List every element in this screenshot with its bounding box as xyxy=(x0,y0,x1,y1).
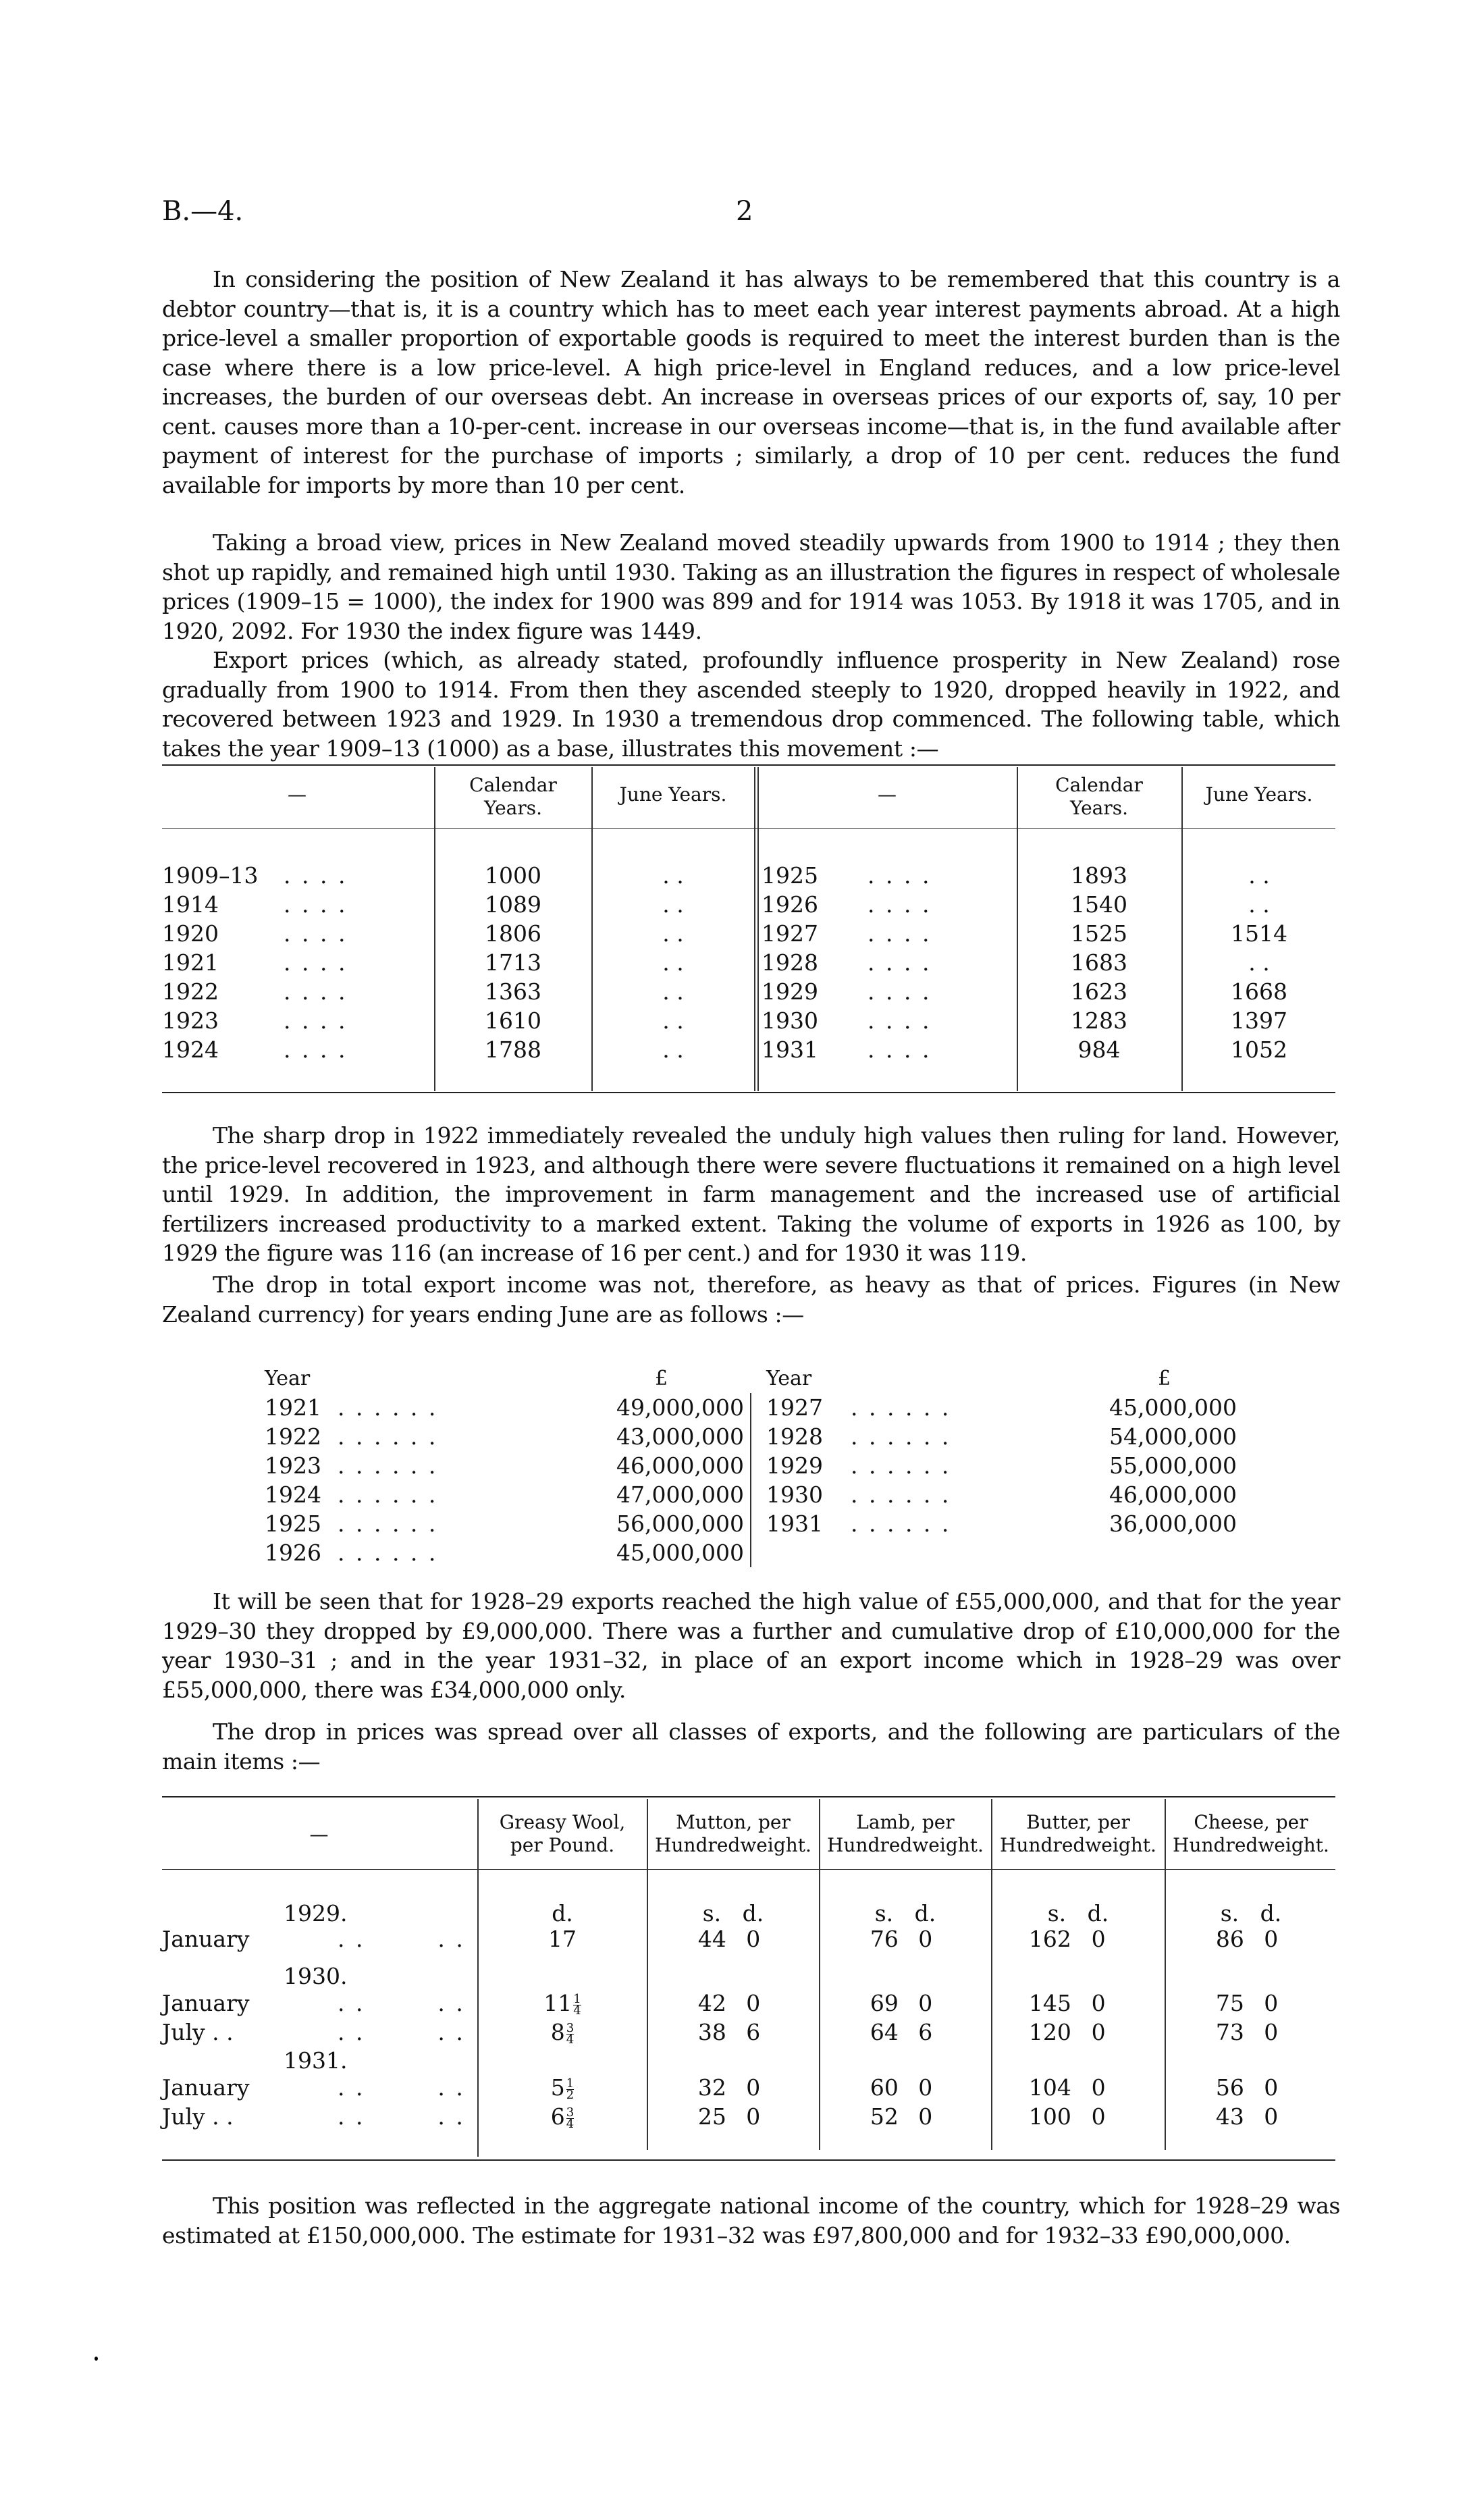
lamb-price xyxy=(820,2102,990,2131)
header-line: Butter, per xyxy=(1026,1811,1130,1833)
income-year: 1925 xyxy=(265,1511,321,1537)
page-number: 2 xyxy=(736,196,753,227)
row-june-value: . . xyxy=(662,891,684,918)
pence: 6 xyxy=(746,2019,761,2045)
mutton-price xyxy=(648,2073,818,2102)
cheese-price xyxy=(1166,2018,1336,2047)
wool-fraction xyxy=(566,2078,574,2101)
paragraph-text: Taking a broad view, prices in New Zealand moved steadily upwards from 1900 to 1914 ; they then shot up rapidly, and remained high until 1930. Taking as an illustration the figures in respect of wholesale prices (1909–15 = 1000), the index for 1900 was 899 and for 1914 was 1053. By 1918 it was 1705, and in 1920, 2092. For 1930 the index figure was 1449. xyxy=(162,529,1340,644)
header-line: Mutton, per xyxy=(676,1811,791,1833)
document-reference: B.—4. xyxy=(162,196,244,227)
row-leader-dots: . . . . . . xyxy=(338,1481,438,1508)
unit-shillings-pence: s. d. xyxy=(1047,1900,1109,1926)
pence: 0 xyxy=(1091,2019,1106,2045)
row-leader-dots: . . . . . . xyxy=(338,1423,438,1450)
header-blank: — xyxy=(878,783,897,806)
row-year: 1924 xyxy=(162,1036,219,1063)
row-year: 1931 xyxy=(762,1036,818,1063)
row-calendar-value: 1540 xyxy=(1071,891,1127,918)
paragraph-text: The sharp drop in 1922 immediately revealed the unduly high values then ruling for land. However, the price-level recovered in 1923, and although there were severe fluctuations it remained on a high level until 1929. In addition, the improvement in farm management and the increased use of artificial fertilizers increased productivity to a marked extent. Taking the volume of exports in 1926 as 100, by 1929 the figure was 116 (an increase of 16 per cent.) and for 1930 it was 119. xyxy=(162,1122,1340,1266)
row-leader-dots: . . . . . . xyxy=(338,1394,438,1421)
row-year: 1921 xyxy=(162,949,219,976)
table-bottom-rule xyxy=(162,1092,1335,1093)
row-calendar-value: 1623 xyxy=(1071,978,1127,1005)
row-year: 1929 xyxy=(762,978,818,1005)
row-june-value: 1514 xyxy=(1231,920,1287,947)
currency-header: £ xyxy=(655,1367,668,1390)
row-month: July . . xyxy=(162,2103,234,2130)
income-year: 1928 xyxy=(766,1423,823,1450)
row-leader-dots: . . . . . . xyxy=(851,1511,951,1537)
income-value: 45,000,000 xyxy=(1109,1394,1237,1421)
row-leader-dots: . . . . xyxy=(284,1007,348,1034)
pence: 0 xyxy=(1264,1990,1279,2016)
header-line: per Pound. xyxy=(510,1834,615,1856)
row-leader-dots: . . . . xyxy=(284,891,348,918)
table-top-rule xyxy=(162,764,1335,766)
row-leader-dots: . . . . xyxy=(868,1036,932,1063)
pence: 6 xyxy=(918,2019,933,2045)
pence: 0 xyxy=(1091,1990,1106,2016)
column-divider xyxy=(757,767,759,1091)
header-line: Greasy Wool, xyxy=(499,1811,626,1833)
row-leader-dots: . . . . xyxy=(338,2103,465,2130)
row-leader-dots: . . . . xyxy=(284,1036,348,1063)
shillings: 60 xyxy=(870,2074,899,2101)
row-leader-dots: . . . . . . xyxy=(851,1394,951,1421)
wool-price xyxy=(479,1989,646,2018)
pence: 0 xyxy=(1264,2103,1279,2130)
shillings: 43 xyxy=(1215,2103,1244,2130)
shillings: 100 xyxy=(1028,2103,1071,2130)
row-calendar-value: 1806 xyxy=(485,920,541,947)
table-top-rule xyxy=(162,1796,1335,1797)
shillings: 145 xyxy=(1028,1990,1071,2016)
header-line: Cheese, per xyxy=(1194,1811,1308,1833)
wool-whole: 6 xyxy=(550,2103,565,2130)
unit-shillings-pence: s. d. xyxy=(702,1900,764,1926)
fraction-numerator: 1 xyxy=(566,2076,575,2091)
income-value: 46,000,000 xyxy=(1109,1481,1237,1508)
income-year: 1927 xyxy=(766,1394,823,1421)
header-line: Years. xyxy=(1070,797,1128,819)
row-year: 1920 xyxy=(162,920,219,947)
income-value: 56,000,000 xyxy=(616,1511,744,1537)
header-line: Hundredweight. xyxy=(655,1834,811,1856)
wool-whole: 5 xyxy=(550,2074,565,2101)
income-value: 43,000,000 xyxy=(616,1423,744,1450)
shillings: 76 xyxy=(870,1926,899,1952)
paragraph-export-value xyxy=(162,1587,1340,1704)
shillings: 44 xyxy=(697,1926,726,1952)
header-butter xyxy=(992,1811,1164,1857)
row-calendar-value: 1713 xyxy=(485,949,541,976)
header-blank: — xyxy=(288,783,306,806)
row-leader-dots: . . . . xyxy=(338,2074,465,2101)
header-june-years: June Years. xyxy=(619,783,727,806)
header-calendar-years xyxy=(435,774,591,820)
header-lamb xyxy=(820,1811,990,1857)
row-june-value: . . xyxy=(1248,891,1270,918)
paragraph-national-income xyxy=(162,2191,1340,2250)
row-month: January xyxy=(162,1926,250,1952)
paragraph-text: The drop in total export income was not, therefore, as heavy as that of prices. Figures (in New Zealand currency) for years ending June are as follows :— xyxy=(162,1271,1340,1328)
lamb-price xyxy=(820,1989,990,2018)
row-year: 1909–13 xyxy=(162,862,259,889)
fraction-numerator: 1 xyxy=(573,1991,581,2006)
income-year: 1923 xyxy=(265,1452,321,1479)
header-line: Years. xyxy=(484,797,542,819)
group-year: 1930. xyxy=(284,1963,348,1989)
row-leader-dots: . . . . xyxy=(284,978,348,1005)
row-year: 1923 xyxy=(162,1007,219,1034)
header-calendar-years xyxy=(1018,774,1180,820)
row-june-value: . . xyxy=(662,862,684,889)
header-cheese xyxy=(1166,1811,1336,1857)
shillings: 52 xyxy=(870,2103,899,2130)
header-blank: — xyxy=(309,1823,329,1845)
pence: 0 xyxy=(1264,2074,1279,2101)
fraction-denominator: 4 xyxy=(573,2003,581,2018)
row-leader-dots: . . . . . . xyxy=(851,1481,951,1508)
shillings: 64 xyxy=(870,2019,899,2045)
wool-whole: 8 xyxy=(550,2019,565,2045)
butter-price xyxy=(992,2018,1164,2047)
header-line: Hundredweight. xyxy=(1000,1834,1156,1856)
row-calendar-value: 1283 xyxy=(1071,1007,1127,1034)
row-leader-dots: . . . . xyxy=(284,920,348,947)
paragraph-main-items xyxy=(162,1717,1340,1776)
butter-price xyxy=(992,1924,1164,1953)
pence: 0 xyxy=(918,1926,933,1952)
butter-price xyxy=(992,2102,1164,2131)
row-leader-dots: . . . . xyxy=(868,862,932,889)
fraction-denominator: 4 xyxy=(566,2116,575,2131)
paragraph-text: Export prices (which, as already stated, profoundly influence prosperity in New Zealand) rose gradually from 1900 to 1914. From then they ascended steeply to 1920, dropped heavily in 1922, and recovered between 1923 and 1929. In 1930 a tremendous drop commenced. The following table, which takes the year 1909–13 (1000) as a base, illustrates this movement :— xyxy=(162,647,1340,762)
row-leader-dots: . . . . xyxy=(868,949,932,976)
row-calendar-value: 1893 xyxy=(1071,862,1127,889)
lamb-price xyxy=(820,2073,990,2102)
row-calendar-value: 1363 xyxy=(485,978,541,1005)
income-value: 54,000,000 xyxy=(1109,1423,1237,1450)
shillings: 25 xyxy=(697,2103,726,2130)
stray-mark xyxy=(95,2357,98,2361)
pence: 0 xyxy=(746,1990,761,2016)
paragraph-text: This position was reflected in the aggregate national income of the country, which for 1928–29 was estimated at £150,000,000. The estimate for 1931–32 was £97,800,000 and for 1932–33 £90,000,000. xyxy=(162,2193,1340,2249)
paragraph-debtor-country xyxy=(162,265,1340,500)
cheese-price xyxy=(1166,2102,1336,2131)
pence: 0 xyxy=(746,2074,761,2101)
row-leader-dots: . . . . xyxy=(868,891,932,918)
fraction-numerator: 3 xyxy=(566,2020,575,2035)
paragraph-text: In considering the position of New Zealand it has always to be remembered that this country is a debtor country—that is, it is a country which has to meet each year interest payments abroad. At a high price-level a smaller proportion of exportable goods is required to meet the interest burden than is the case where there is a low price-level. A high price-level in England reduces, and a low price-level increases, the burden of our overseas debt. An increase in overseas prices of our exports of, say, 10 per cent. causes more than a 10-per-cent. increase in our overseas income—that is, in the fund available after payment of interest for the purchase of imports ; similarly, a drop of 10 per cent. reduces the fund available for imports by more than 10 per cent. xyxy=(162,266,1340,498)
shillings: 32 xyxy=(697,2074,726,2101)
wool-whole: 11 xyxy=(543,1990,572,2016)
fraction-numerator: 3 xyxy=(566,2105,575,2120)
shillings: 73 xyxy=(1215,2019,1244,2045)
row-june-value: . . xyxy=(662,1036,684,1063)
shillings: 120 xyxy=(1028,2019,1071,2045)
shillings: 42 xyxy=(697,1990,726,2016)
shillings: 86 xyxy=(1215,1926,1244,1952)
row-leader-dots: . . . . . . xyxy=(338,1540,438,1566)
pence: 0 xyxy=(746,1926,761,1952)
row-june-value: 1668 xyxy=(1231,978,1287,1005)
butter-price xyxy=(992,1989,1164,2018)
row-month: July . . xyxy=(162,2019,234,2045)
row-month: January xyxy=(162,1990,250,2016)
wool-fraction xyxy=(566,2107,574,2130)
header-line: Hundredweight. xyxy=(1173,1834,1329,1856)
pence: 0 xyxy=(1264,2019,1279,2045)
row-june-value: 1052 xyxy=(1231,1036,1287,1063)
row-year: 1914 xyxy=(162,891,219,918)
wool-price xyxy=(479,1924,646,1953)
row-calendar-value: 984 xyxy=(1077,1036,1121,1063)
mutton-price xyxy=(648,1989,818,2018)
header-line: Lamb, per xyxy=(856,1811,955,1833)
fraction-denominator: 2 xyxy=(566,2087,575,2102)
mutton-price xyxy=(648,2102,818,2131)
header-line: Hundredweight. xyxy=(827,1834,984,1856)
paragraph-text: It will be seen that for 1928–29 exports reached the high value of £55,000,000, and that for the year 1929–30 they dropped by £9,000,000. There was a further and cumulative drop of £10,000,000 for the year 1930–31 ; and in the year 1931–32, in place of an export income which in 1928–29 was over £55,000,000, there was £34,000,000 only. xyxy=(162,1588,1340,1703)
group-year: 1931. xyxy=(284,2047,348,2074)
butter-price xyxy=(992,2073,1164,2102)
paragraph-price-trend xyxy=(162,528,1340,646)
row-year: 1930 xyxy=(762,1007,818,1034)
cheese-price xyxy=(1166,1989,1336,2018)
row-leader-dots: . . . . xyxy=(868,920,932,947)
row-leader-dots: . . . . xyxy=(338,2019,465,2045)
mutton-price xyxy=(648,1924,818,1953)
pence: 0 xyxy=(918,1990,933,2016)
lamb-price xyxy=(820,1924,990,1953)
income-value: 55,000,000 xyxy=(1109,1452,1237,1479)
cheese-price xyxy=(1166,1924,1336,1953)
row-year: 1927 xyxy=(762,920,818,947)
row-calendar-value: 1788 xyxy=(485,1036,541,1063)
table-header-rule xyxy=(162,828,1335,829)
row-calendar-value: 1089 xyxy=(485,891,541,918)
paragraph-export-prices xyxy=(162,646,1340,763)
row-calendar-value: 1610 xyxy=(485,1007,541,1034)
row-june-value: . . xyxy=(662,1007,684,1034)
table-bottom-rule xyxy=(162,2159,1335,2161)
row-year: 1926 xyxy=(762,891,818,918)
wool-fraction xyxy=(566,2020,575,2047)
header-line: Calendar xyxy=(469,774,557,796)
income-value: 45,000,000 xyxy=(616,1540,744,1566)
wool-fraction xyxy=(573,1991,581,2018)
year-header: Year xyxy=(265,1367,311,1390)
row-year: 1928 xyxy=(762,949,818,976)
row-leader-dots: . . . . xyxy=(284,949,348,976)
header-greasy-wool xyxy=(479,1811,646,1857)
income-year: 1921 xyxy=(265,1394,321,1421)
unit-pence: d. xyxy=(552,1900,573,1926)
shillings: 69 xyxy=(870,1990,899,2016)
income-year: 1929 xyxy=(766,1452,823,1479)
row-june-value: . . xyxy=(1248,949,1270,976)
pence: 0 xyxy=(1091,2074,1106,2101)
wool-price xyxy=(479,2073,646,2102)
row-june-value: . . xyxy=(662,949,684,976)
row-year: 1922 xyxy=(162,978,219,1005)
row-leader-dots: . . . . xyxy=(868,978,932,1005)
header-line: Calendar xyxy=(1055,774,1143,796)
row-year: 1925 xyxy=(762,862,818,889)
row-leader-dots: . . . . xyxy=(868,1007,932,1034)
paragraph-sharp-drop xyxy=(162,1121,1340,1268)
shillings: 162 xyxy=(1028,1926,1071,1952)
pence: 0 xyxy=(918,2074,933,2101)
row-leader-dots: . . . . . . xyxy=(338,1452,438,1479)
row-calendar-value: 1683 xyxy=(1071,949,1127,976)
header-june-years: June Years. xyxy=(1205,783,1313,806)
row-june-value: . . xyxy=(1248,862,1270,889)
income-year: 1922 xyxy=(265,1423,321,1450)
income-year: 1926 xyxy=(265,1540,321,1566)
fraction-denominator: 4 xyxy=(566,2032,575,2047)
row-june-value: 1397 xyxy=(1231,1007,1287,1034)
unit-shillings-pence: s. d. xyxy=(1220,1900,1282,1926)
year-header: Year xyxy=(766,1367,812,1390)
income-year: 1931 xyxy=(766,1511,823,1537)
pence: 0 xyxy=(918,2103,933,2130)
pence: 0 xyxy=(746,2103,761,2130)
table-header-rule xyxy=(162,1869,1335,1870)
income-year: 1924 xyxy=(265,1481,321,1508)
mutton-price xyxy=(648,2018,818,2047)
pence: 0 xyxy=(1264,1926,1279,1952)
shillings: 75 xyxy=(1215,1990,1244,2016)
column-divider xyxy=(754,767,755,1091)
pence: 0 xyxy=(1091,2103,1106,2130)
row-leader-dots: . . . . xyxy=(284,862,348,889)
income-year: 1930 xyxy=(766,1481,823,1508)
row-june-value: . . xyxy=(662,920,684,947)
column-divider xyxy=(750,1393,751,1567)
row-june-value: . . xyxy=(662,978,684,1005)
wool-whole: 17 xyxy=(548,1926,577,1952)
shillings: 56 xyxy=(1215,2074,1244,2101)
row-leader-dots: . . . . xyxy=(338,1926,465,1952)
shillings: 104 xyxy=(1028,2074,1071,2101)
pence: 0 xyxy=(1091,1926,1106,1952)
lamb-price xyxy=(820,2018,990,2047)
row-leader-dots: . . . . . . xyxy=(338,1511,438,1537)
row-calendar-value: 1525 xyxy=(1071,920,1127,947)
income-value: 46,000,000 xyxy=(616,1452,744,1479)
income-value: 36,000,000 xyxy=(1109,1511,1237,1537)
row-leader-dots: . . . . . . xyxy=(851,1452,951,1479)
paragraph-export-income xyxy=(162,1270,1340,1329)
group-year: 1929. xyxy=(284,1900,348,1926)
currency-header: £ xyxy=(1158,1367,1171,1390)
row-leader-dots: . . . . xyxy=(338,1990,465,2016)
shillings: 38 xyxy=(697,2019,726,2045)
unit-shillings-pence: s. d. xyxy=(874,1900,936,1926)
income-value: 47,000,000 xyxy=(616,1481,744,1508)
cheese-price xyxy=(1166,2073,1336,2102)
header-mutton xyxy=(648,1811,818,1857)
income-value: 49,000,000 xyxy=(616,1394,744,1421)
wool-price xyxy=(479,2102,646,2131)
row-calendar-value: 1000 xyxy=(485,862,541,889)
row-month: January xyxy=(162,2074,250,2101)
paragraph-text: The drop in prices was spread over all classes of exports, and the following are particulars of the main items :— xyxy=(162,1718,1340,1775)
row-leader-dots: . . . . . . xyxy=(851,1423,951,1450)
wool-price xyxy=(479,2018,646,2047)
